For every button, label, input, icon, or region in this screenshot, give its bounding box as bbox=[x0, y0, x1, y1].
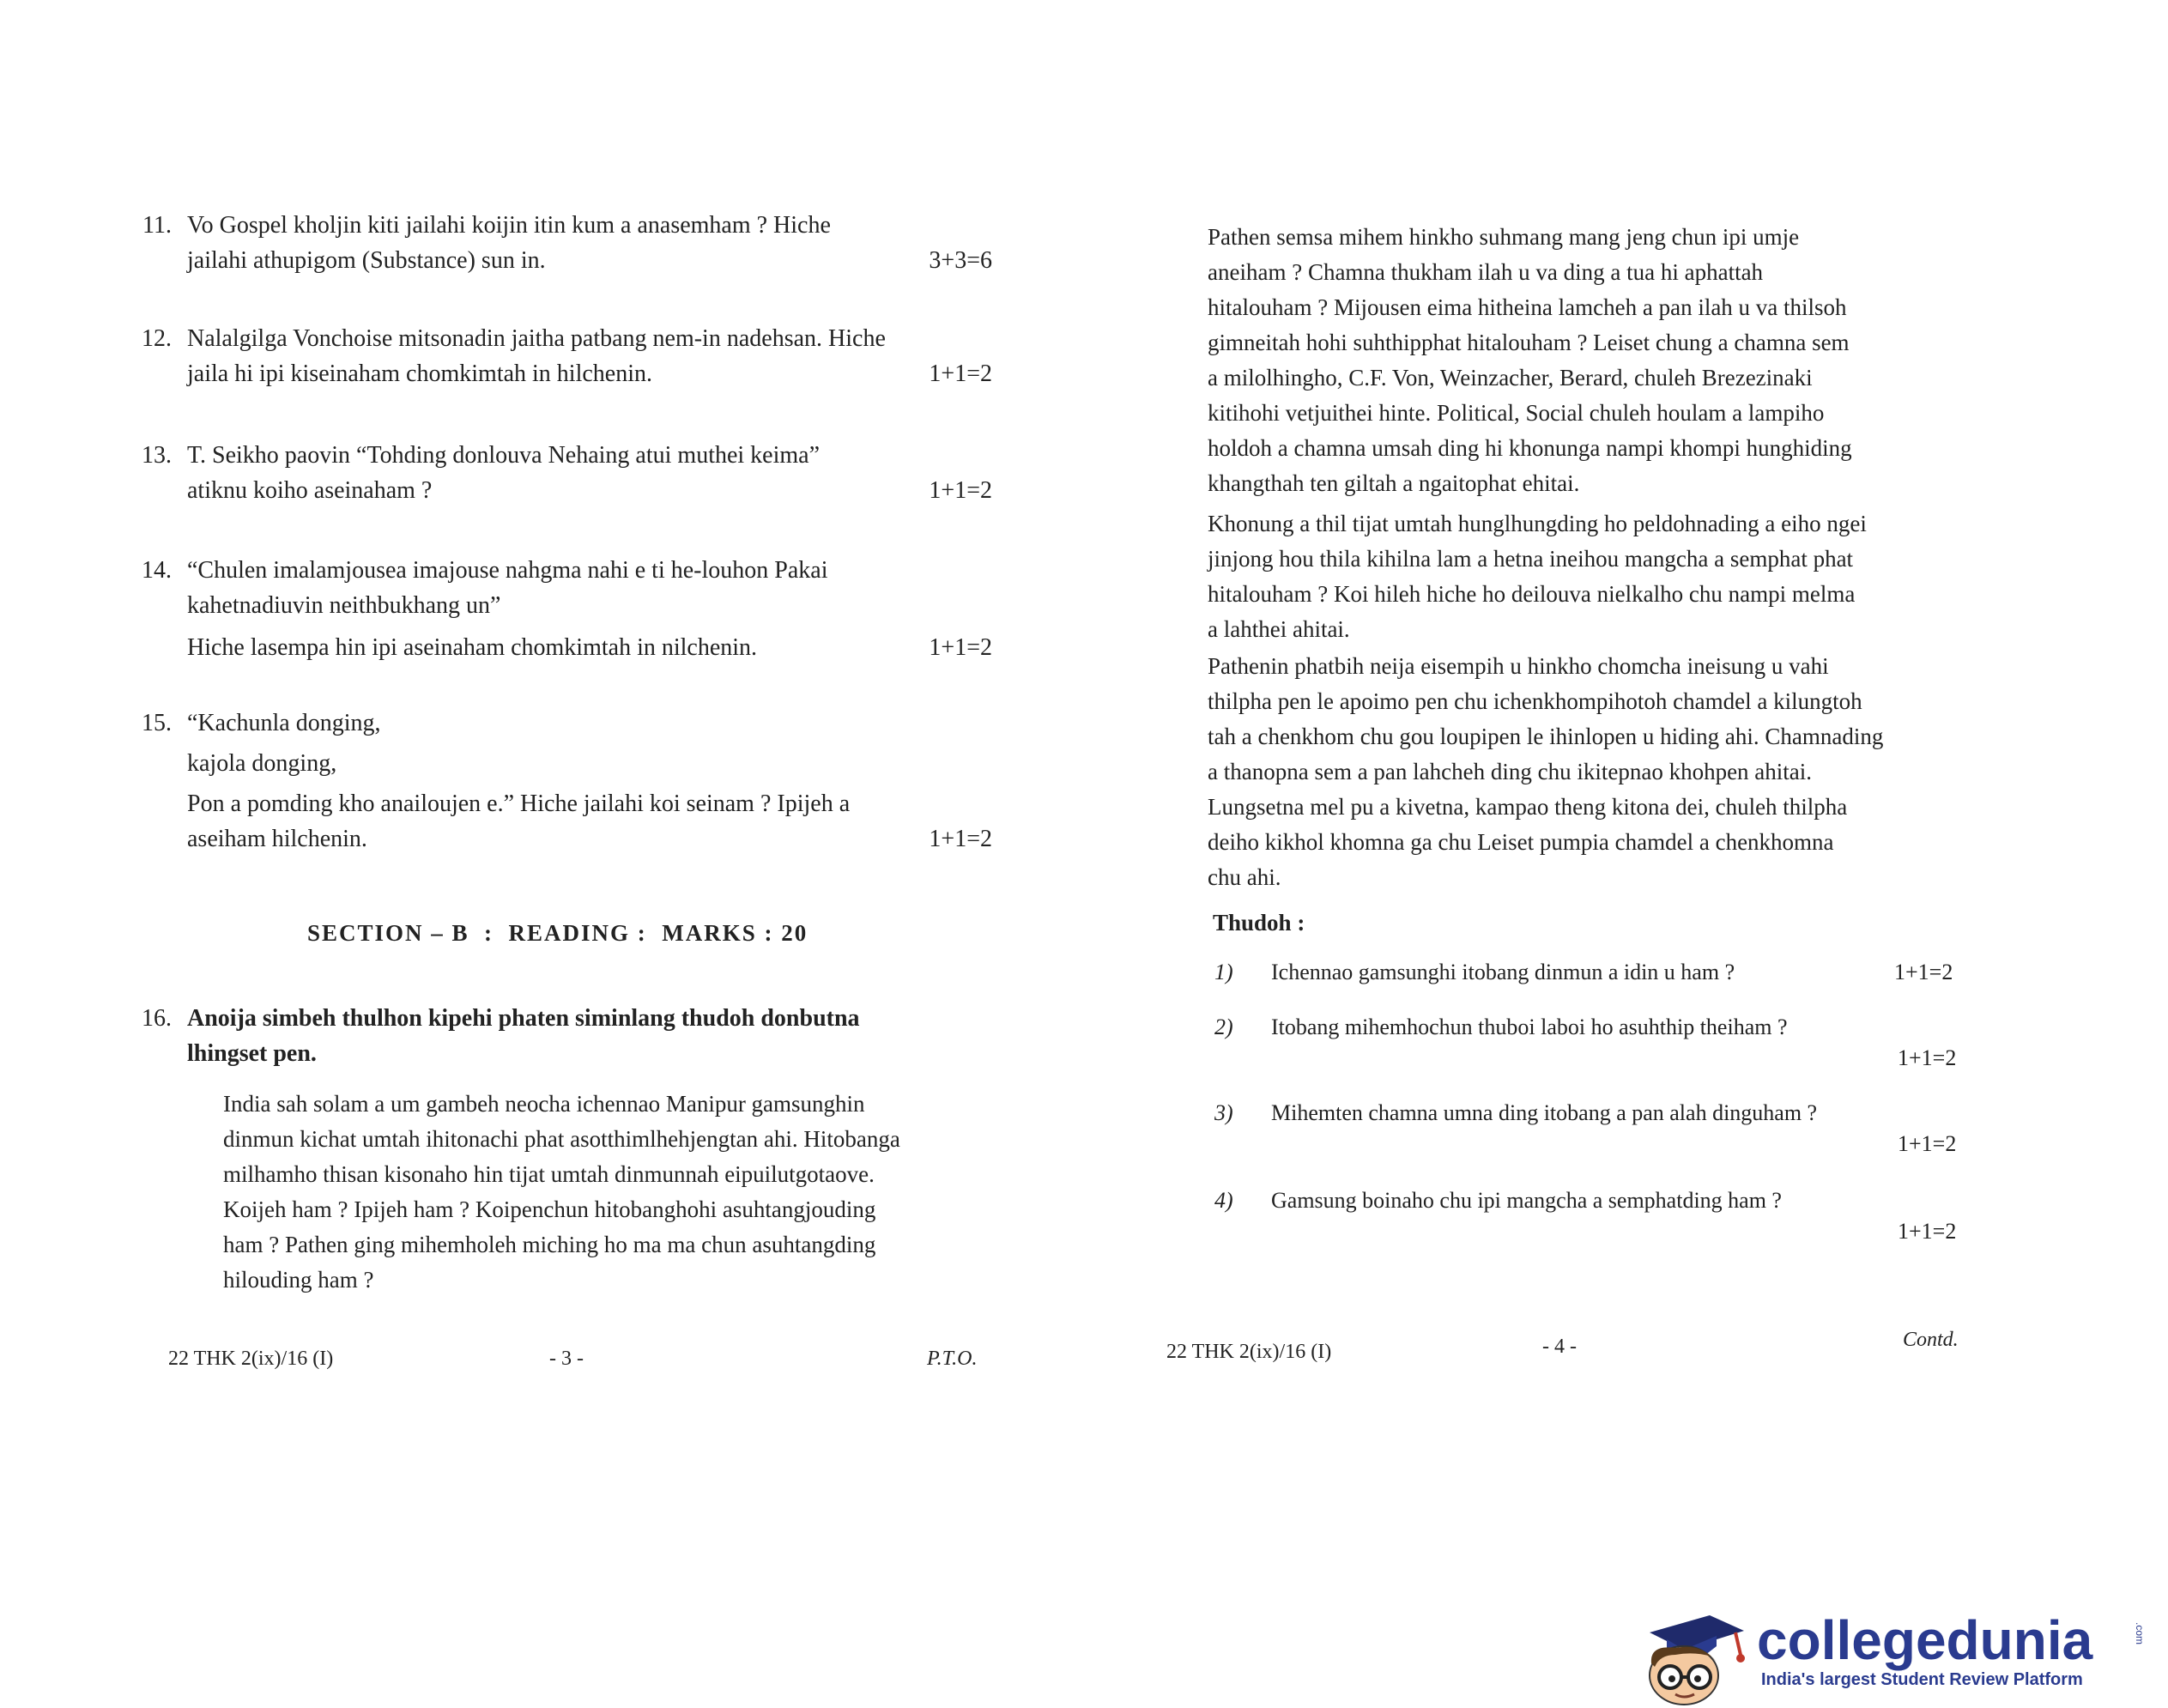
section-heading: SECTION – B : READING : MARKS : 20 bbox=[307, 920, 808, 946]
question-line: Hiche lasempa hin ipi aseinaham chomkimtah in nilchenin. 1+1=2 bbox=[187, 630, 992, 665]
passage-line: aneiham ? Chamna thukham ilah u va ding a tua hi aphattah bbox=[1208, 259, 1764, 285]
question-12 bbox=[120, 321, 992, 398]
passage-line: gimneitah hohi suhthipphat hitalouham ? Leiset chung a chamna sem bbox=[1208, 330, 1850, 355]
footer-code: 22 THK 2(ix)/16 (I) bbox=[1166, 1341, 1332, 1363]
thudoh-heading: Thudoh : bbox=[1213, 910, 1305, 936]
passage-line: Koijeh ham ? Ipijeh ham ? Koipenchun hitobanghohi asuhtangjouding bbox=[223, 1196, 876, 1222]
question-number: 16. bbox=[142, 1005, 172, 1032]
marks: 1+1=2 bbox=[1898, 1045, 1957, 1070]
passage-line: Lungsetna mel pu a kivetna, kampao theng kitona dei, chuleh thilpha bbox=[1208, 794, 1848, 820]
reading-passage-part3 bbox=[1208, 506, 1970, 647]
passage-line: a lahthei ahitai. bbox=[1208, 616, 1350, 642]
sub-question-2 bbox=[1214, 1015, 1970, 1083]
marks: 1+1=2 bbox=[929, 634, 992, 661]
right-page bbox=[1084, 0, 2168, 1705]
passage-line: deiho kikhol khomna ga chu Leiset pumpia chamdel a chenkhomna bbox=[1208, 829, 1834, 855]
footer-page-number: - 4 - bbox=[1542, 1336, 1577, 1358]
marks: 1+1=2 bbox=[1898, 1219, 1957, 1244]
question-16 bbox=[120, 1001, 992, 1078]
question-13 bbox=[120, 438, 992, 515]
passage-line: chu ahi. bbox=[1208, 864, 1281, 890]
marks: 1+1=2 bbox=[929, 826, 992, 852]
question-instruction: lhingset pen. bbox=[187, 1040, 317, 1067]
question-line: Pon a pomding kho anailoujen e.” Hiche jailahi koi seinam ? Ipijeh a bbox=[187, 790, 851, 817]
left-page bbox=[0, 0, 1084, 1705]
marks: 3+3=6 bbox=[929, 247, 992, 274]
brand-tagline: India's largest Student Review Platform bbox=[1761, 1670, 2083, 1689]
sub-question-text: Ichennao gamsunghi itobang dinmun a idin u ham ? bbox=[1271, 960, 1735, 984]
passage-line: holdoh a chamna umsah ding hi khonunga nampi khompi hunghiding bbox=[1208, 435, 1852, 461]
sub-question-text: Mihemten chamna umna ding itobang a pan alah dinguham ? bbox=[1271, 1100, 1818, 1125]
passage-line: khangthah ten giltah a ngaitophat ehitai. bbox=[1208, 470, 1580, 496]
collegedunia-logo bbox=[1615, 1609, 2168, 1708]
question-11 bbox=[120, 208, 992, 285]
reading-passage-part4 bbox=[1208, 649, 1970, 895]
passage-line: ham ? Pathen ging mihemholeh miching ho ma ma chun asuhtangding bbox=[223, 1232, 876, 1257]
passage-line: kitihohi vetjuithei hinte. Political, Social chuleh houlam a lampiho bbox=[1208, 400, 1825, 426]
marks: 1+1=2 bbox=[929, 477, 992, 504]
sub-question-4 bbox=[1214, 1188, 1970, 1257]
question-line: jailahi athupigom (Substance) sun in. 3+3=6 bbox=[187, 243, 992, 278]
brand-suffix: .com bbox=[2134, 1622, 2146, 1645]
question-number: 14. bbox=[142, 557, 172, 584]
sub-question-3 bbox=[1214, 1100, 1970, 1169]
marks: 1+1=2 bbox=[929, 360, 992, 387]
passage-line: Pathenin phatbih neija eisempih u hinkho chomcha ineisung u vahi bbox=[1208, 653, 1829, 679]
question-number: 13. bbox=[142, 442, 172, 469]
question-line: T. Seikho paovin “Tohding donlouva Nehaing atui muthei keima” bbox=[187, 442, 821, 469]
passage-line: thilpha pen le apoimo pen chu ichenkhompihotoh chamdel a kilungtoh bbox=[1208, 688, 1862, 714]
student-cap-mascot-icon bbox=[1615, 1614, 1753, 1708]
footer-contd: Contd. bbox=[1903, 1329, 1959, 1351]
question-line: atiknu koiho aseinaham ? 1+1=2 bbox=[187, 473, 992, 508]
question-line: kajola donging, bbox=[187, 750, 337, 777]
question-line: “Chulen imalamjousea imajouse nahgma nahi e ti he-louhon Pakai bbox=[187, 557, 828, 584]
question-line: “Kachunla donging, bbox=[187, 710, 381, 736]
passage-line: dinmun kichat umtah ihitonachi phat asotthimlhehjengtan ahi. Hitobanga bbox=[223, 1126, 900, 1152]
reading-passage-part1 bbox=[223, 1087, 990, 1298]
question-line: Nalalgilga Vonchoise mitsonadin jaitha patbang nem-in nadehsan. Hiche bbox=[187, 325, 886, 352]
passage-line: Pathen semsa mihem hinkho suhmang mang jeng chun ipi umje bbox=[1208, 224, 1800, 250]
sub-question-number: 1) bbox=[1214, 960, 1233, 984]
footer-code: 22 THK 2(ix)/16 (I) bbox=[168, 1348, 334, 1370]
sub-question-number: 2) bbox=[1214, 1015, 1233, 1039]
footer-page-number: - 3 - bbox=[549, 1348, 584, 1370]
question-number: 15. bbox=[142, 710, 172, 736]
question-number: 11. bbox=[142, 212, 172, 239]
brand-name: collegedunia bbox=[1757, 1609, 2093, 1671]
marks: 1+1=2 bbox=[1894, 960, 1953, 984]
passage-line: hitalouham ? Mijousen eima hitheina lamcheh a pan ilah u va thilsoh bbox=[1208, 294, 1847, 320]
marks: 1+1=2 bbox=[1898, 1131, 1957, 1156]
passage-line: hitalouham ? Koi hileh hiche ho deilouva nielkalho chu nampi melma bbox=[1208, 581, 1856, 607]
sub-question-text: Gamsung boinaho chu ipi mangcha a semphatding ham ? bbox=[1271, 1188, 1782, 1213]
question-line: Vo Gospel kholjin kiti jailahi koijin itin kum a anasemham ? Hiche bbox=[187, 212, 831, 239]
question-14 bbox=[120, 553, 992, 673]
passage-line: tah a chenkhom chu gou loupipen le ihinlopen u hiding ahi. Chamnading bbox=[1208, 724, 1884, 749]
passage-line: Khonung a thil tijat umtah hunglhungding ho peldohnading a eiho ngei bbox=[1208, 511, 1867, 536]
question-instruction: Anoija simbeh thulhon kipehi phaten siminlang thudoh donbutna bbox=[187, 1005, 860, 1032]
sub-question-number: 3) bbox=[1214, 1100, 1233, 1125]
question-line: aseiham hilchenin. 1+1=2 bbox=[187, 821, 992, 857]
question-line: kahetnadiuvin neithbukhang un” bbox=[187, 592, 501, 619]
sub-question-number: 4) bbox=[1214, 1188, 1233, 1213]
question-15 bbox=[120, 706, 992, 869]
footer-pto: P.T.O. bbox=[927, 1348, 978, 1370]
passage-line: milhamho thisan kisonaho hin tijat umtah dinmunnah eipuilutgotaove. bbox=[223, 1161, 875, 1187]
question-number: 12. bbox=[142, 325, 172, 352]
passage-line: a thanopna sem a pan lahcheh ding chu ikitepnao khohpen ahitai. bbox=[1208, 759, 1813, 784]
passage-line: jinjong hou thila kihilna lam a hetna ineihou mangcha a semphat phat bbox=[1208, 546, 1854, 572]
reading-passage-part2 bbox=[1208, 220, 1970, 501]
passage-line: India sah solam a um gambeh neocha ichennao Manipur gamsunghin bbox=[223, 1091, 865, 1117]
passage-line: hilouding ham ? bbox=[223, 1267, 374, 1293]
sub-question-text: Itobang mihemhochun thuboi laboi ho asuhthip theiham ? bbox=[1271, 1015, 1788, 1039]
question-line: jaila hi ipi kiseinaham chomkimtah in hilchenin. 1+1=2 bbox=[187, 356, 992, 391]
sub-question-1 bbox=[1214, 960, 1970, 994]
passage-line: a milolhingho, C.F. Von, Weinzacher, Berard, chuleh Brezezinaki bbox=[1208, 365, 1813, 391]
